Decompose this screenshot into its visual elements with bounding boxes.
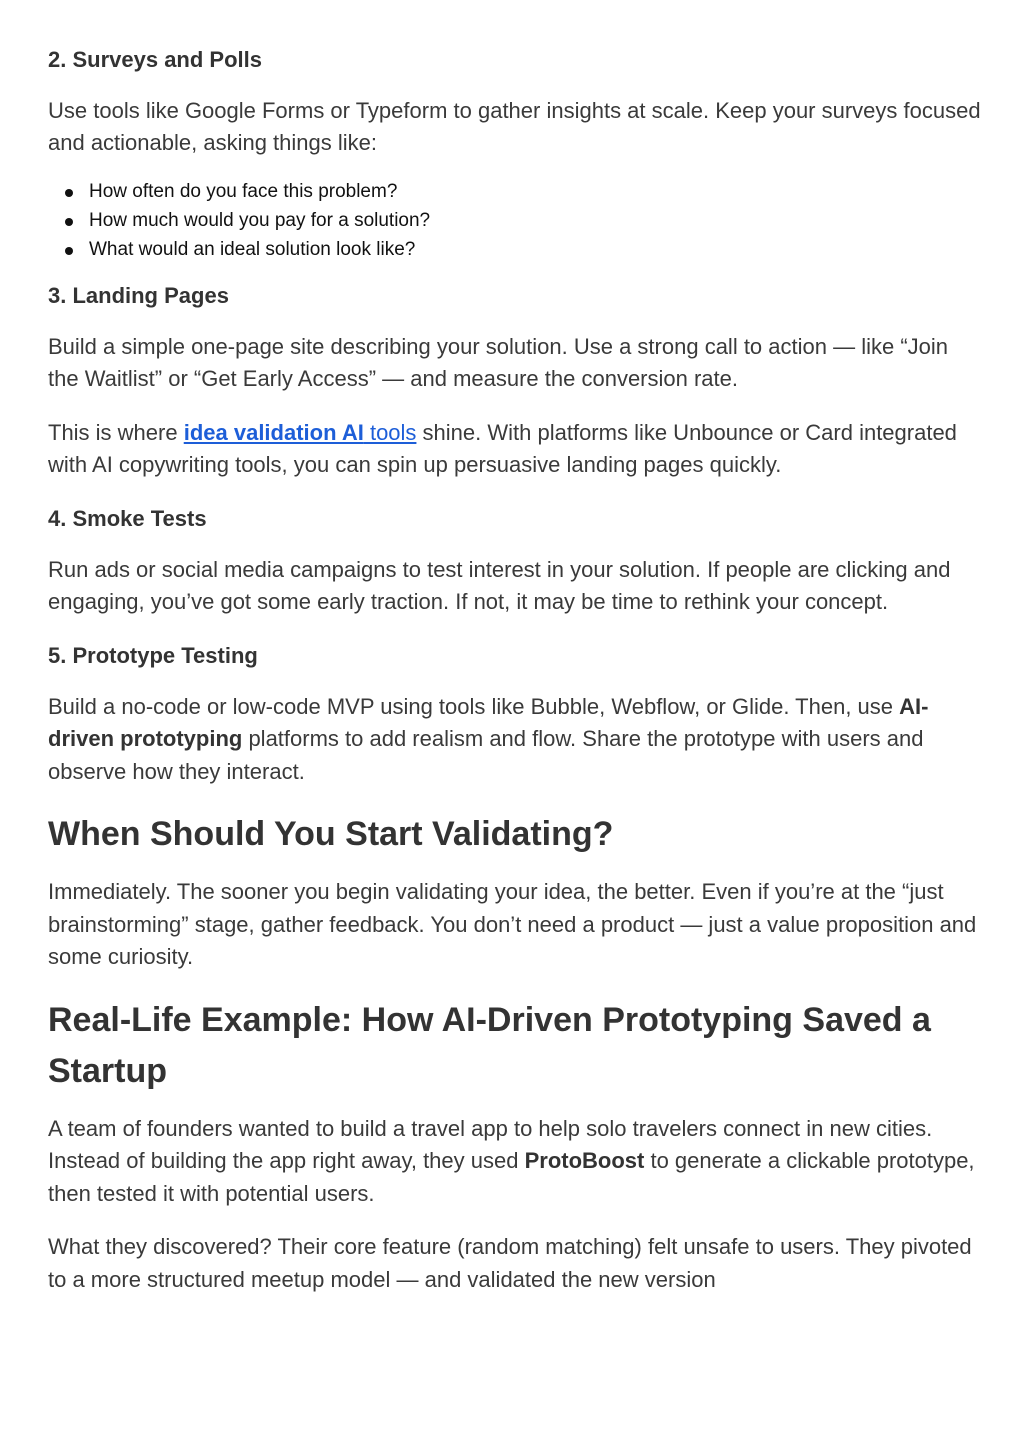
surveys-paragraph: Use tools like Google Forms or Typeform to gather insights at scale. Keep your surveys focused and actionable, asking things like: [48, 97, 981, 156]
real-life-example-heading: Real-Life Example: How AI-Driven Prototyping Saved a Startup [48, 1000, 931, 1090]
list-item: How much would you pay for a solution? [89, 206, 983, 235]
link-bold-text: idea validation AI [183, 419, 364, 445]
paragraph-text: to generate a clickable prototype, then tested it with potential users. [48, 1148, 975, 1206]
ai-driven-prototyping-emphasis: AI-driven prototyping [48, 693, 929, 752]
paragraph-text: shine. With platforms like Unbounce or Card integrated with AI copywriting tools, you can spin up persuasive landing pages quickly. [48, 419, 957, 478]
paragraph-text: This is where [48, 419, 184, 445]
landing-pages-ai-paragraph [48, 417, 983, 482]
landing-pages-heading: 3. Landing Pages [48, 282, 229, 308]
smoke-tests-paragraph: Run ads or social media campaigns to test interest in your solution. If people are clicking and engaging, you’ve got some early traction. If not, it may be time to rethink your concept. [48, 556, 951, 615]
smoke-tests-heading: 4. Smoke Tests [48, 505, 207, 531]
when-to-validate-heading: When Should You Start Validating? [48, 815, 614, 854]
real-life-example-paragraph [48, 1113, 983, 1211]
prototype-testing-heading: 5. Prototype Testing [48, 642, 258, 668]
surveys-question-list [48, 177, 983, 264]
list-item: What would an ideal solution look like? [89, 235, 983, 264]
paragraph-text: platforms to add realism and flow. Share the prototype with users and observe how they interact. [48, 726, 924, 784]
protoboost-emphasis: ProtoBoost [524, 1148, 645, 1174]
link-text: tools [363, 419, 417, 445]
list-item: How often do you face this problem? [89, 177, 983, 206]
landing-pages-paragraph: Build a simple one-page site describing your solution. Use a strong call to action — like “Join the Waitlist” or “Get Early Access” — and measure the conversion rate. [48, 333, 949, 392]
paragraph-text: A team of founders wanted to build a travel app to help solo travelers connect in new cities. Instead of building the app right away, they used [48, 1115, 933, 1174]
article-body [48, 44, 983, 1317]
idea-validation-ai-tools-link[interactable] [184, 420, 417, 445]
paragraph-text: Build a no-code or low-code MVP using tools like Bubble, Webflow, or Glide. Then, use [48, 693, 900, 719]
when-to-validate-paragraph: Immediately. The sooner you begin validating your idea, the better. Even if you’re at the “just brainstorming” stage, gather feedback. You don’t need a product — just a value proposition and some curiosity. [48, 879, 977, 970]
real-life-example-outcome-paragraph: What they discovered? Their core feature (random matching) felt unsafe to users. They pivoted to a more structured meetup model — and validated the new version [48, 1234, 972, 1292]
prototype-testing-paragraph [48, 691, 983, 789]
surveys-heading: 2. Surveys and Polls [48, 47, 262, 72]
